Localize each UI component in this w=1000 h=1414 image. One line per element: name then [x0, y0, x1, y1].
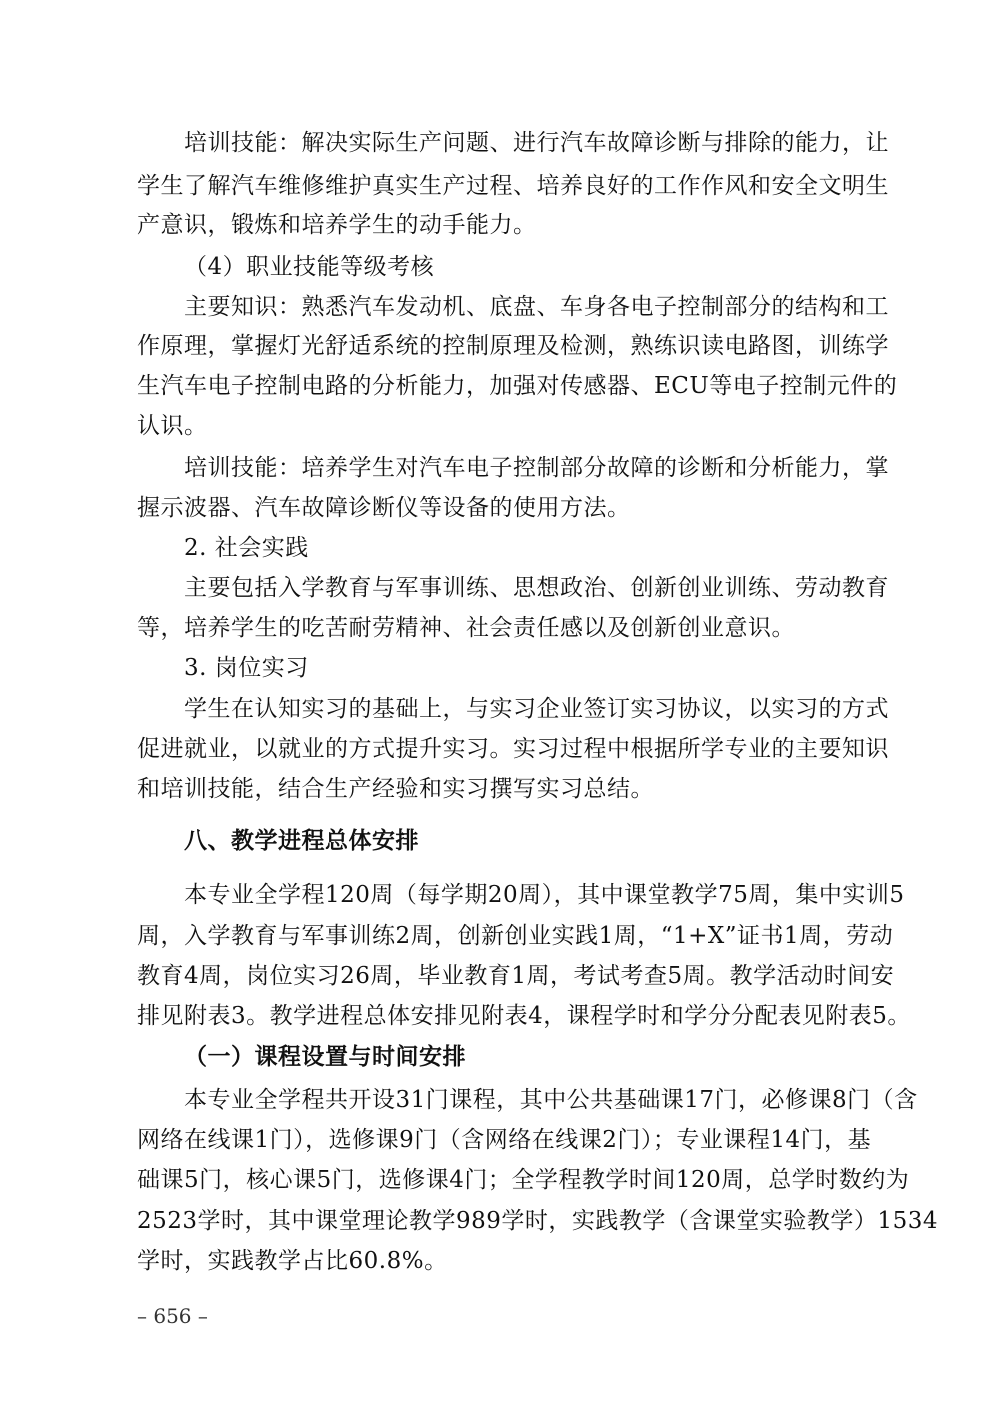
text-line: 教育4周，岗位实习26周，毕业教育1周，考试考查5周。教学活动时间安 — [137, 963, 895, 989]
text-line: 和培训技能，结合生产经验和实习撰写实习总结。 — [137, 776, 654, 802]
section-heading: 2. 社会实践 — [184, 535, 309, 561]
text-line: 主要包括入学教育与军事训练、思想政治、创新创业训练、劳动教育 — [184, 575, 889, 601]
text-line: 认识。 — [137, 413, 208, 439]
section-heading: （4）职业技能等级考核 — [184, 254, 435, 280]
text-line: 促进就业，以就业的方式提升实习。实习过程中根据所学专业的主要知识 — [137, 736, 889, 762]
text-line: 产意识，锻炼和培养学生的动手能力。 — [137, 212, 537, 238]
text-line: 础课5门，核心课5门，选修课4门；全学程教学时间120周，总学时数约为 — [137, 1167, 910, 1193]
text-line: 作原理，掌握灯光舒适系统的控制原理及检测，熟练识读电路图，训练学 — [137, 333, 889, 359]
text-line: 周，入学教育与军事训练2周，创新创业实践1周，“1+X”证书1周，劳动 — [137, 923, 894, 949]
text-line: 学生在认知实习的基础上，与实习企业签订实习协议，以实习的方式 — [184, 696, 889, 722]
section-heading: 3. 岗位实习 — [184, 655, 309, 681]
text-line: 本专业全学程共开设31门课程，其中公共基础课17门，必修课8门（含 — [184, 1087, 918, 1113]
text-line: 生汽车电子控制电路的分析能力，加强对传感器、ECU等电子控制元件的 — [137, 373, 898, 399]
text-line: 培训技能：解决实际生产问题、进行汽车故障诊断与排除的能力，让 — [184, 130, 889, 156]
text-line: 网络在线课1门），选修课9门（含网络在线课2门）；专业课程14门，基 — [137, 1127, 872, 1153]
text-line: 主要知识：熟悉汽车发动机、底盘、车身各电子控制部分的结构和工 — [184, 294, 889, 320]
text-line: 本专业全学程120周（每学期20周），其中课堂教学75周，集中实训5 — [184, 882, 905, 908]
chapter-heading: 八、教学进程总体安排 — [184, 828, 419, 854]
text-line: 学时，实践教学占比60.8%。 — [137, 1248, 448, 1274]
text-line: 2523学时，其中课堂理论教学989学时，实践教学（含课堂实验教学）1534 — [137, 1208, 938, 1234]
text-line: 学生了解汽车维修维护真实生产过程、培养良好的工作作风和安全文明生 — [137, 173, 889, 199]
text-line: 排见附表3。教学进程总体安排见附表4，课程学时和学分分配表见附表5。 — [137, 1003, 911, 1029]
page-number: – 656 – — [137, 1304, 208, 1328]
text-line: 握示波器、汽车故障诊断仪等设备的使用方法。 — [137, 495, 631, 521]
subsection-heading: （一）课程设置与时间安排 — [184, 1044, 466, 1070]
text-line: 培训技能：培养学生对汽车电子控制部分故障的诊断和分析能力，掌 — [184, 455, 889, 481]
text-line: 等，培养学生的吃苦耐劳精神、社会责任感以及创新创业意识。 — [137, 615, 795, 641]
